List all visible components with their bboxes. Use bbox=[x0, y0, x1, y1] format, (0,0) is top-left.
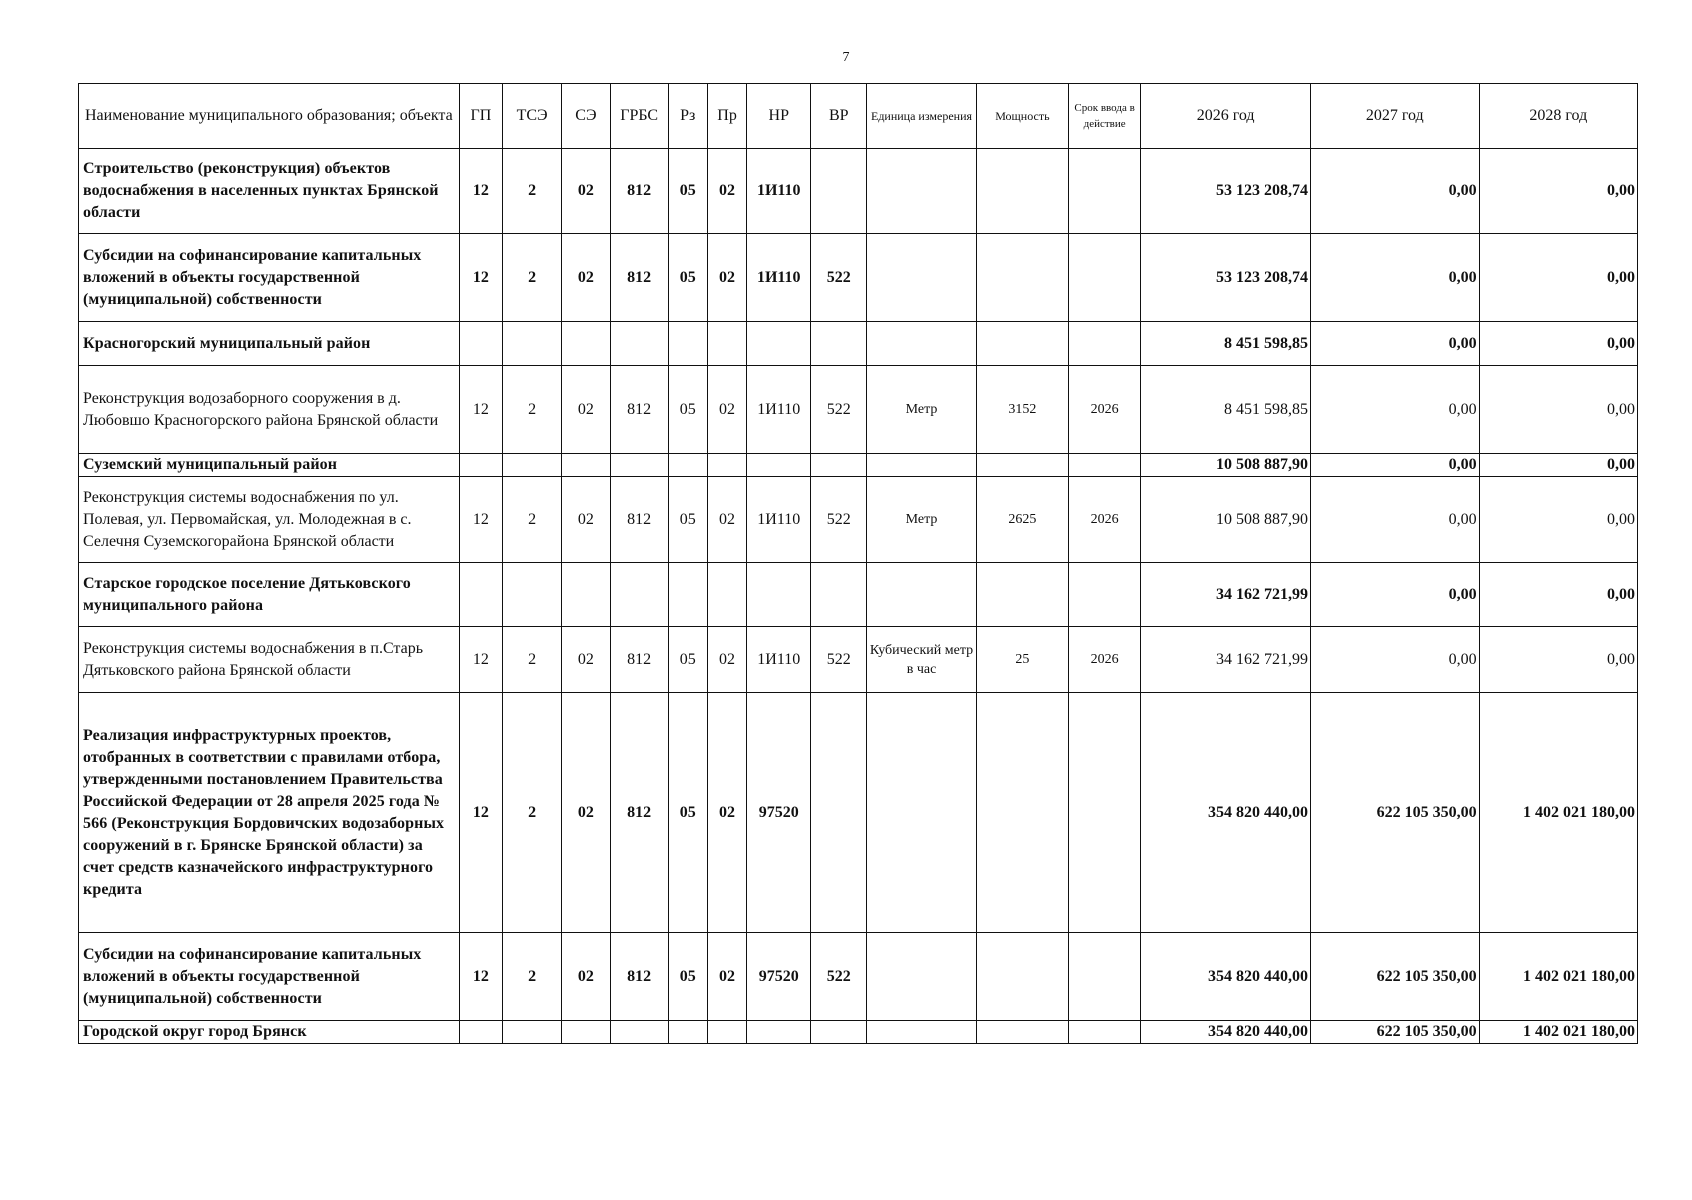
row-amount-2026: 34 162 721,99 bbox=[1141, 563, 1311, 627]
row-gp: 12 bbox=[459, 693, 502, 933]
row-amount-2028: 1 402 021 180,00 bbox=[1479, 1021, 1637, 1044]
row-amount-2027: 622 105 350,00 bbox=[1310, 693, 1479, 933]
row-gp bbox=[459, 322, 502, 366]
row-amount-2027: 0,00 bbox=[1310, 322, 1479, 366]
row-vr bbox=[811, 563, 867, 627]
row-capacity: 25 bbox=[976, 627, 1068, 693]
row-commission: 2026 bbox=[1068, 477, 1140, 563]
row-pr: 02 bbox=[707, 234, 746, 322]
row-amount-2027: 0,00 bbox=[1310, 366, 1479, 454]
header-unit: Единица измерения bbox=[867, 84, 977, 149]
row-tse: 2 bbox=[503, 234, 562, 322]
row-vr: 522 bbox=[811, 477, 867, 563]
row-gp: 12 bbox=[459, 477, 502, 563]
row-capacity bbox=[976, 322, 1068, 366]
row-unit: Кубический метр в час bbox=[867, 627, 977, 693]
header-vr: ВР bbox=[811, 84, 867, 149]
row-amount-2028: 0,00 bbox=[1479, 149, 1637, 234]
row-amount-2027: 0,00 bbox=[1310, 234, 1479, 322]
row-commission bbox=[1068, 1021, 1140, 1044]
row-amount-2028: 0,00 bbox=[1479, 322, 1637, 366]
row-tse: 2 bbox=[503, 149, 562, 234]
row-commission bbox=[1068, 149, 1140, 234]
table-row bbox=[79, 234, 1638, 322]
table-row bbox=[79, 693, 1638, 933]
row-nr: 97520 bbox=[747, 693, 811, 933]
table-row bbox=[79, 454, 1638, 477]
row-vr bbox=[811, 1021, 867, 1044]
row-tse bbox=[503, 563, 562, 627]
row-unit bbox=[867, 693, 977, 933]
row-se: 02 bbox=[562, 234, 611, 322]
row-name: Реконструкция водозаборного сооружения в д. Любовшо Красногорского района Брянской области bbox=[79, 366, 460, 454]
header-nr: НР bbox=[747, 84, 811, 149]
row-nr: 1И110 bbox=[747, 366, 811, 454]
row-se: 02 bbox=[562, 627, 611, 693]
header-2028: 2028 год bbox=[1479, 84, 1637, 149]
row-amount-2027: 622 105 350,00 bbox=[1310, 1021, 1479, 1044]
row-pr: 02 bbox=[707, 149, 746, 234]
row-amount-2027: 0,00 bbox=[1310, 477, 1479, 563]
row-gp bbox=[459, 1021, 502, 1044]
row-name: Реконструкция системы водоснабжения в п.Старь Дятьковского района Брянской области bbox=[79, 627, 460, 693]
row-amount-2027: 0,00 bbox=[1310, 627, 1479, 693]
row-grbs: 812 bbox=[610, 693, 668, 933]
row-gp: 12 bbox=[459, 234, 502, 322]
row-amount-2026: 354 820 440,00 bbox=[1141, 693, 1311, 933]
row-tse: 2 bbox=[503, 693, 562, 933]
header-commission: Срок ввода в действие bbox=[1068, 84, 1140, 149]
row-se: 02 bbox=[562, 693, 611, 933]
row-grbs bbox=[610, 563, 668, 627]
row-pr bbox=[707, 322, 746, 366]
row-se bbox=[562, 563, 611, 627]
row-rz: 05 bbox=[668, 234, 707, 322]
row-commission bbox=[1068, 322, 1140, 366]
header-grbs: ГРБС bbox=[610, 84, 668, 149]
row-amount-2026: 354 820 440,00 bbox=[1141, 1021, 1311, 1044]
row-vr: 522 bbox=[811, 366, 867, 454]
row-name: Реконструкция системы водоснабжения по ул. Полевая, ул. Первомайская, ул. Молодежная в с. Селечня Суземскогорайона Брянской области bbox=[79, 477, 460, 563]
row-unit bbox=[867, 563, 977, 627]
row-amount-2026: 34 162 721,99 bbox=[1141, 627, 1311, 693]
row-amount-2028: 0,00 bbox=[1479, 454, 1637, 477]
table-row bbox=[79, 563, 1638, 627]
row-nr: 1И110 bbox=[747, 149, 811, 234]
row-se bbox=[562, 454, 611, 477]
row-tse bbox=[503, 1021, 562, 1044]
row-vr bbox=[811, 693, 867, 933]
row-nr: 97520 bbox=[747, 933, 811, 1021]
row-capacity bbox=[976, 933, 1068, 1021]
row-rz: 05 bbox=[668, 933, 707, 1021]
row-name: Старское городское поселение Дятьковского муниципального района bbox=[79, 563, 460, 627]
row-amount-2027: 0,00 bbox=[1310, 149, 1479, 234]
row-grbs: 812 bbox=[610, 234, 668, 322]
row-se bbox=[562, 322, 611, 366]
row-tse: 2 bbox=[503, 366, 562, 454]
row-amount-2026: 10 508 887,90 bbox=[1141, 454, 1311, 477]
row-amount-2028: 1 402 021 180,00 bbox=[1479, 693, 1637, 933]
row-commission bbox=[1068, 234, 1140, 322]
row-amount-2027: 622 105 350,00 bbox=[1310, 933, 1479, 1021]
row-amount-2026: 354 820 440,00 bbox=[1141, 933, 1311, 1021]
header-capacity: Мощность bbox=[976, 84, 1068, 149]
page-number: 7 bbox=[842, 50, 850, 65]
row-pr bbox=[707, 563, 746, 627]
header-se: СЭ bbox=[562, 84, 611, 149]
row-commission: 2026 bbox=[1068, 627, 1140, 693]
row-unit bbox=[867, 149, 977, 234]
table-row bbox=[79, 149, 1638, 234]
row-unit bbox=[867, 322, 977, 366]
row-gp: 12 bbox=[459, 933, 502, 1021]
row-tse: 2 bbox=[503, 477, 562, 563]
row-grbs bbox=[610, 322, 668, 366]
row-name: Субсидии на софинансирование капитальных вложений в объекты государственной (муниципальной) собственности bbox=[79, 933, 460, 1021]
row-gp: 12 bbox=[459, 627, 502, 693]
row-unit bbox=[867, 454, 977, 477]
row-grbs bbox=[610, 1021, 668, 1044]
row-grbs: 812 bbox=[610, 366, 668, 454]
row-amount-2026: 8 451 598,85 bbox=[1141, 366, 1311, 454]
row-vr: 522 bbox=[811, 234, 867, 322]
row-nr bbox=[747, 454, 811, 477]
row-se: 02 bbox=[562, 933, 611, 1021]
table-row bbox=[79, 1021, 1638, 1044]
row-se: 02 bbox=[562, 149, 611, 234]
row-name: Реализация инфраструктурных проектов, отобранных в соответствии с правилами отбора, утвержденными постановлением Правительства Российской Федерации от 28 апреля 2025 года № 566 (Реконструкция Бордовичских водозаборных сооружений в г. Брянске Брянской области) за счет средств казначейского инфраструктурного кредита bbox=[79, 693, 460, 933]
row-pr: 02 bbox=[707, 366, 746, 454]
row-commission: 2026 bbox=[1068, 366, 1140, 454]
row-name: Красногорский муниципальный район bbox=[79, 322, 460, 366]
header-2027: 2027 год bbox=[1310, 84, 1479, 149]
row-grbs: 812 bbox=[610, 149, 668, 234]
row-rz bbox=[668, 322, 707, 366]
budget-table bbox=[78, 83, 1638, 1044]
row-rz: 05 bbox=[668, 149, 707, 234]
row-amount-2026: 10 508 887,90 bbox=[1141, 477, 1311, 563]
row-rz: 05 bbox=[668, 693, 707, 933]
row-rz: 05 bbox=[668, 627, 707, 693]
row-vr bbox=[811, 149, 867, 234]
row-rz bbox=[668, 1021, 707, 1044]
table-row bbox=[79, 627, 1638, 693]
row-capacity bbox=[976, 1021, 1068, 1044]
row-pr: 02 bbox=[707, 933, 746, 1021]
row-rz: 05 bbox=[668, 366, 707, 454]
row-rz: 05 bbox=[668, 477, 707, 563]
row-amount-2026: 53 123 208,74 bbox=[1141, 149, 1311, 234]
row-rz bbox=[668, 454, 707, 477]
row-unit: Метр bbox=[867, 366, 977, 454]
row-tse: 2 bbox=[503, 627, 562, 693]
header-tse: ТСЭ bbox=[503, 84, 562, 149]
table-header-row bbox=[79, 84, 1638, 149]
header-gp: ГП bbox=[459, 84, 502, 149]
header-pr: Пр bbox=[707, 84, 746, 149]
row-tse: 2 bbox=[503, 933, 562, 1021]
row-pr: 02 bbox=[707, 693, 746, 933]
row-se: 02 bbox=[562, 477, 611, 563]
row-tse bbox=[503, 454, 562, 477]
row-gp bbox=[459, 563, 502, 627]
row-amount-2028: 0,00 bbox=[1479, 366, 1637, 454]
row-pr: 02 bbox=[707, 627, 746, 693]
row-grbs: 812 bbox=[610, 627, 668, 693]
row-grbs: 812 bbox=[610, 477, 668, 563]
row-gp: 12 bbox=[459, 366, 502, 454]
table-row bbox=[79, 322, 1638, 366]
row-capacity: 3152 bbox=[976, 366, 1068, 454]
row-gp: 12 bbox=[459, 149, 502, 234]
row-gp bbox=[459, 454, 502, 477]
row-capacity bbox=[976, 454, 1068, 477]
row-commission bbox=[1068, 454, 1140, 477]
row-vr: 522 bbox=[811, 933, 867, 1021]
row-name: Суземский муниципальный район bbox=[79, 454, 460, 477]
row-nr bbox=[747, 1021, 811, 1044]
row-amount-2028: 1 402 021 180,00 bbox=[1479, 933, 1637, 1021]
row-nr bbox=[747, 322, 811, 366]
row-pr bbox=[707, 1021, 746, 1044]
row-pr bbox=[707, 454, 746, 477]
table-row bbox=[79, 366, 1638, 454]
row-amount-2026: 53 123 208,74 bbox=[1141, 234, 1311, 322]
row-capacity: 2625 bbox=[976, 477, 1068, 563]
row-capacity bbox=[976, 234, 1068, 322]
row-amount-2027: 0,00 bbox=[1310, 454, 1479, 477]
row-name: Строительство (реконструкция) объектов водоснабжения в населенных пунктах Брянской области bbox=[79, 149, 460, 234]
row-se: 02 bbox=[562, 366, 611, 454]
row-nr bbox=[747, 563, 811, 627]
row-vr: 522 bbox=[811, 627, 867, 693]
row-capacity bbox=[976, 149, 1068, 234]
row-amount-2028: 0,00 bbox=[1479, 627, 1637, 693]
row-amount-2027: 0,00 bbox=[1310, 563, 1479, 627]
row-commission bbox=[1068, 693, 1140, 933]
header-rz: Рз bbox=[668, 84, 707, 149]
row-grbs: 812 bbox=[610, 933, 668, 1021]
row-grbs bbox=[610, 454, 668, 477]
row-unit bbox=[867, 1021, 977, 1044]
row-rz bbox=[668, 563, 707, 627]
table-row bbox=[79, 933, 1638, 1021]
row-nr: 1И110 bbox=[747, 477, 811, 563]
row-pr: 02 bbox=[707, 477, 746, 563]
row-nr: 1И110 bbox=[747, 627, 811, 693]
header-2026: 2026 год bbox=[1141, 84, 1311, 149]
row-name: Городской округ город Брянск bbox=[79, 1021, 460, 1044]
row-name: Субсидии на софинансирование капитальных вложений в объекты государственной (муниципальной) собственности bbox=[79, 234, 460, 322]
row-commission bbox=[1068, 933, 1140, 1021]
row-amount-2026: 8 451 598,85 bbox=[1141, 322, 1311, 366]
table-row bbox=[79, 477, 1638, 563]
row-commission bbox=[1068, 563, 1140, 627]
row-se bbox=[562, 1021, 611, 1044]
row-unit: Метр bbox=[867, 477, 977, 563]
row-nr: 1И110 bbox=[747, 234, 811, 322]
row-capacity bbox=[976, 563, 1068, 627]
row-amount-2028: 0,00 bbox=[1479, 563, 1637, 627]
row-amount-2028: 0,00 bbox=[1479, 477, 1637, 563]
header-name: Наименование муниципального образования; объекта bbox=[79, 84, 460, 149]
row-unit bbox=[867, 234, 977, 322]
row-amount-2028: 0,00 bbox=[1479, 234, 1637, 322]
row-unit bbox=[867, 933, 977, 1021]
row-vr bbox=[811, 322, 867, 366]
row-tse bbox=[503, 322, 562, 366]
table-body bbox=[79, 149, 1638, 1044]
row-capacity bbox=[976, 693, 1068, 933]
row-vr bbox=[811, 454, 867, 477]
